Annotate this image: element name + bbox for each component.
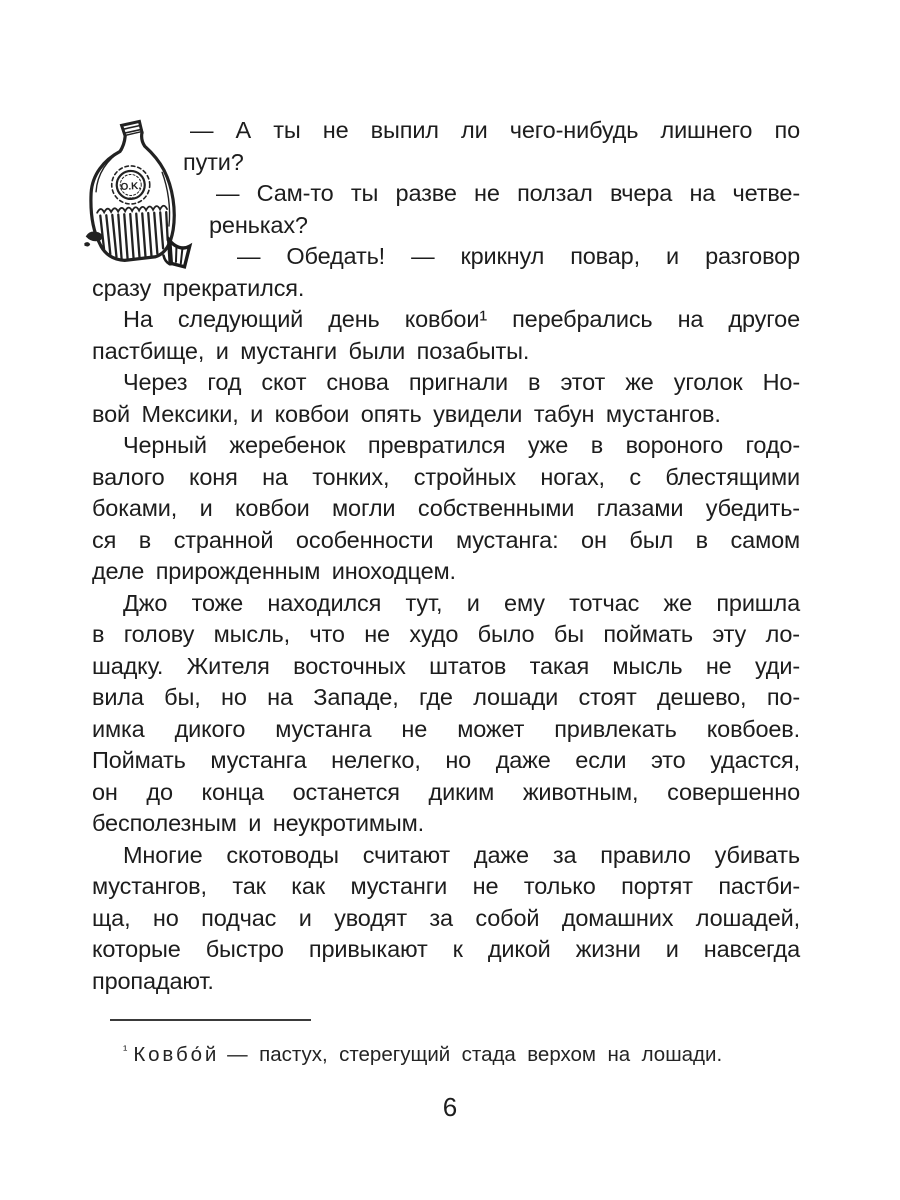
text-line: пропадают. [92,967,214,994]
text-line: шадку. Жителя восточных штатов такая мысль не уди- [92,652,800,679]
text-line: пути? [183,148,244,175]
text-line: боками, и ковбои могли собственными глазами убедить- [92,495,800,521]
text-line: бесполезным и неукротимым. [92,810,425,836]
text-line: — Обедать! — крикнул повар, и разговор [237,243,800,269]
page-text [92,115,800,997]
text-line: ща, но подчас и уводят за собой домашних лошадей, [92,904,800,931]
text-line: пастбище, и мустанги были позабыты. [92,337,530,364]
text-line: которые быстро привыкают к дикой жизни и навсегда [92,936,800,962]
footnote-term: Ковбо́й [133,1043,220,1066]
text-line: реньках? [209,211,308,238]
text-line: Черный жеребенок превратился уже в вороного годо- [123,432,800,458]
text-line: ся в странной особенности мустанга: он был в самом [92,526,800,553]
text-line: сразу прекратился. [92,274,305,301]
footnote-definition: — пастух, стерегущий стада верхом на лошади. [227,1043,723,1066]
text-line: деле прирожденным иноходцем. [92,558,456,584]
text-line: вила бы, но на Западе, где лошади стоят дешево, по- [92,684,800,710]
text-line: мустангов, так как мустанги не только портят пастби- [92,873,800,899]
text-line: Поймать мустанга нелегко, но даже если это удастся, [92,747,800,773]
text-line: Многие скотоводы считают даже за правило убивать [123,841,800,868]
text-line: в голову мысль, что не худо было бы поймать эту ло- [92,621,800,647]
page-number: 6 [442,1092,458,1122]
text-line: вой Мексики, и ковбои опять увидели табун мустангов. [92,400,721,427]
text-line: — А ты не выпил ли чего-нибудь лишнего по [190,117,800,143]
text-line: Джо тоже находился тут, и ему тотчас же пришла [123,589,800,616]
text-line: — Сам-то ты разве не ползал вчера на четве- [216,180,800,206]
footnote-divider [110,1019,311,1021]
footnote [92,1036,800,1068]
text-line: валого коня на тонких, стройных ногах, с блестящими [92,463,800,490]
text-line: Через год скот снова пригнали в этот же уголок Но- [123,369,800,395]
text-line: имка дикого мустанга не может привлекать ковбоев. [92,715,800,742]
flask-label-text: O.K. [120,180,142,193]
text-line: На следующий день ковбои¹ перебрались на другое [123,306,800,332]
footnote-marker: ¹ [123,1042,128,1057]
text-line: он до конца останется диким животным, совершенно [92,778,800,805]
